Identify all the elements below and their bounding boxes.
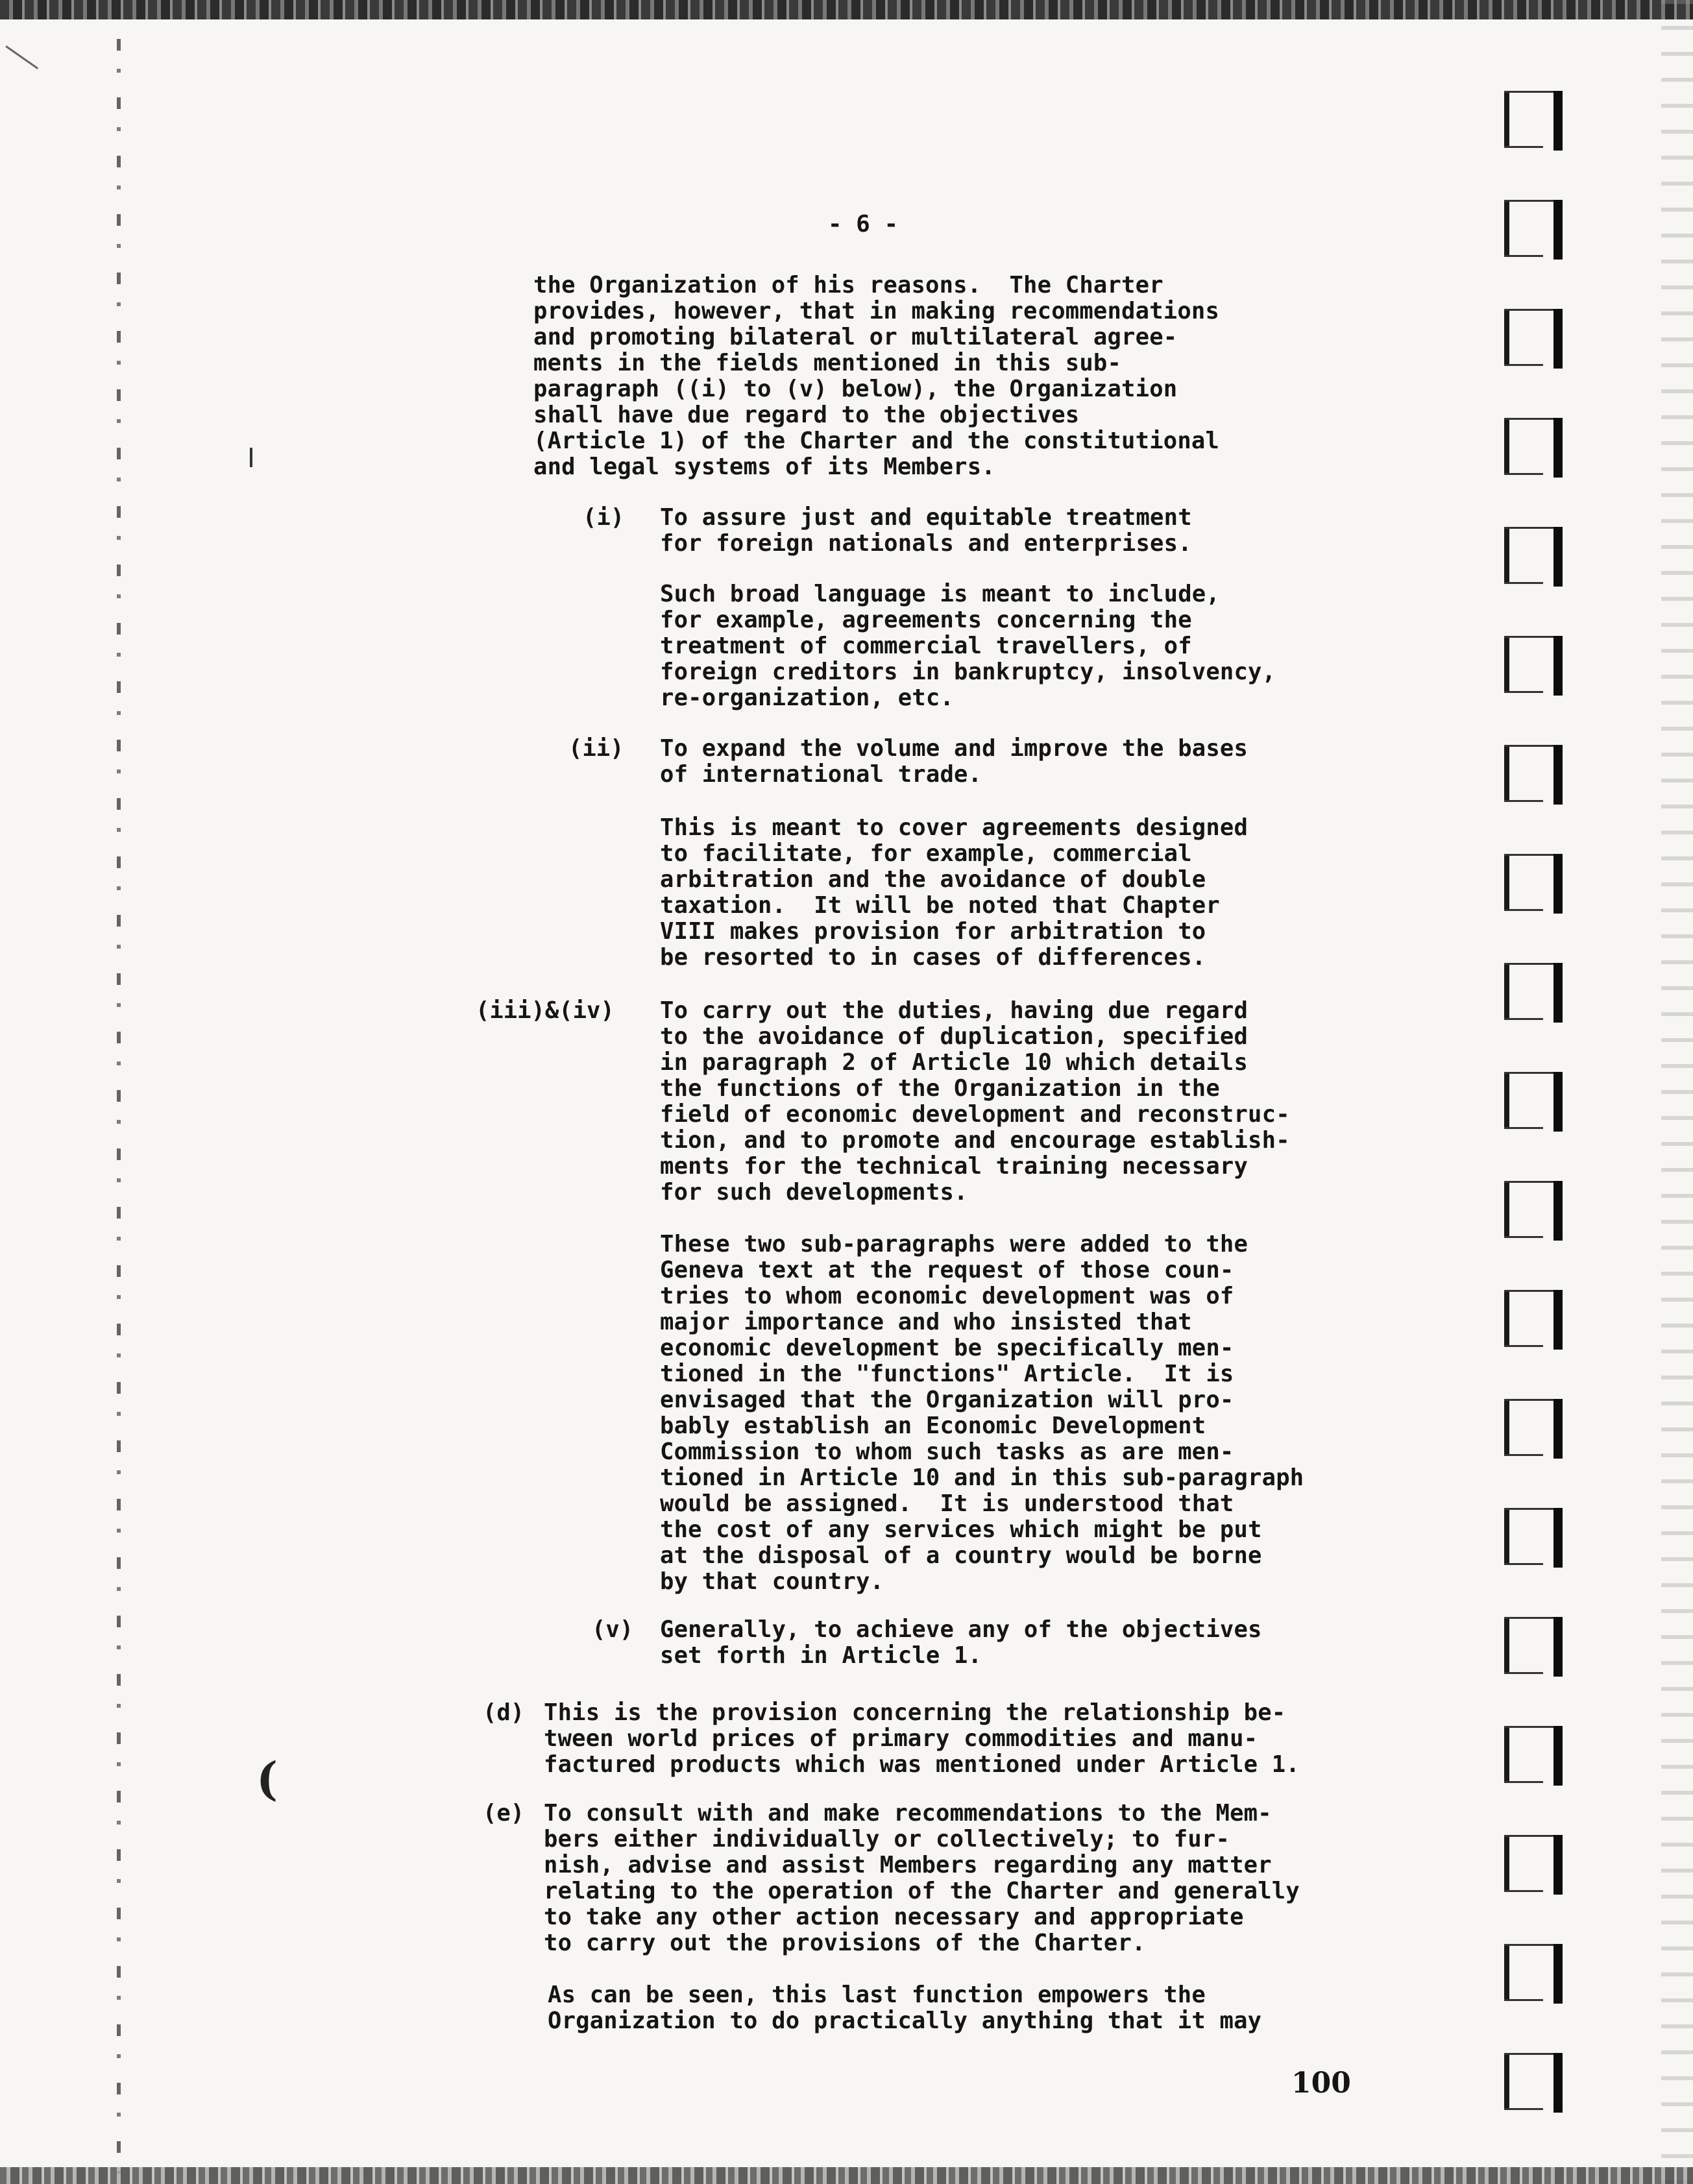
item-note-line: Geneva text at the request of those coun-	[660, 1257, 1234, 1283]
binder-ring	[1504, 1508, 1561, 1565]
binder-ring	[1504, 91, 1561, 148]
binder-ring	[1504, 309, 1561, 366]
binder-ring	[1504, 200, 1561, 257]
scan-left-punch-marks	[117, 39, 121, 2174]
binder-ring	[1504, 418, 1561, 475]
item-note-line: arbitration and the avoidance of double	[660, 866, 1206, 893]
scan-right-edge	[1661, 0, 1693, 2184]
item-note-line: by that country.	[660, 1568, 884, 1595]
item-label: (i)	[583, 504, 625, 531]
binder-ring	[1504, 527, 1561, 584]
binder-ring	[1504, 1181, 1561, 1238]
item-note-line: at the disposal of a country would be borne	[660, 1542, 1262, 1569]
para-e-line: to carry out the provisions of the Charter.	[544, 1930, 1146, 1956]
item-note-line: taxation. It will be noted that Chapter	[660, 892, 1220, 919]
item-line: Generally, to achieve any of the objectives	[660, 1616, 1262, 1643]
item-note-line: foreign creditors in bankruptcy, insolvency,	[660, 659, 1276, 685]
margin-tick-mark	[250, 448, 252, 467]
corner-fold-mark	[0, 45, 38, 133]
intro-line: shall have due regard to the objectives	[533, 402, 1080, 428]
item-note-line: tioned in Article 10 and in this sub-paragraph	[660, 1464, 1304, 1491]
item-line: of international trade.	[660, 761, 982, 788]
item-note-line: VIII makes provision for arbitration to	[660, 918, 1206, 945]
intro-line: and legal systems of its Members.	[533, 454, 995, 480]
scan-bottom-edge	[0, 2167, 1693, 2184]
para-e-line: bers either individually or collectively; to fur-	[544, 1826, 1230, 1852]
item-line: To expand the volume and improve the bases	[660, 735, 1248, 762]
para-e-line: To consult with and make recommendations to the Mem-	[544, 1800, 1272, 1826]
item-line: field of economic development and reconstruc-	[660, 1101, 1290, 1128]
item-note-line: This is meant to cover agreements designed	[660, 814, 1248, 841]
item-note-line: Such broad language is meant to include,	[660, 581, 1220, 607]
item-note-line: re-organization, etc.	[660, 685, 955, 711]
item-note-line: tioned in the "functions" Article. It is	[660, 1361, 1234, 1387]
binder-ring	[1504, 745, 1561, 802]
item-label: (iii)&(iv)	[476, 997, 615, 1024]
item-line: the functions of the Organization in the	[660, 1075, 1220, 1102]
item-label: (ii)	[568, 735, 624, 762]
binder-ring	[1504, 1617, 1561, 1674]
item-line: set forth in Article 1.	[660, 1642, 982, 1669]
binder-ring	[1504, 1726, 1561, 1783]
para-d-label: (d)	[483, 1699, 525, 1726]
item-note-line: treatment of commercial travellers, of	[660, 633, 1192, 659]
binder-ring	[1504, 1399, 1561, 1456]
item-note-line: major importance and who insisted that	[660, 1309, 1192, 1335]
binder-ring	[1504, 636, 1561, 693]
binder-ring	[1504, 1290, 1561, 1347]
para-e-line: relating to the operation of the Charter and generally	[544, 1878, 1300, 1904]
item-label: (v)	[592, 1616, 634, 1643]
item-note-line: envisaged that the Organization will pro-	[660, 1387, 1234, 1413]
binder-ring	[1504, 2053, 1561, 2110]
item-note-line: bably establish an Economic Development	[660, 1413, 1206, 1439]
item-line: for foreign nationals and enterprises.	[660, 530, 1192, 557]
item-note-line: would be assigned. It is understood that	[660, 1490, 1234, 1517]
item-note-line: economic development be specifically men-	[660, 1335, 1234, 1361]
item-note-line: Commission to whom such tasks as are men-	[660, 1438, 1234, 1465]
item-note-line: the cost of any services which might be put	[660, 1516, 1262, 1543]
closing-line: As can be seen, this last function empowers the	[548, 1982, 1206, 2008]
para-d-line: tween world prices of primary commodities and manu-	[544, 1725, 1258, 1752]
binder-ring	[1504, 1835, 1561, 1892]
para-d-line: This is the provision concerning the relationship be-	[544, 1699, 1286, 1726]
item-line: tion, and to promote and encourage establish-	[660, 1127, 1290, 1154]
item-line: to the avoidance of duplication, specified	[660, 1023, 1248, 1050]
stamp-number: 100	[1291, 2067, 1351, 2100]
intro-line: provides, however, that in making recommendations	[533, 298, 1220, 324]
closing-line: Organization to do practically anything that it may	[548, 2008, 1262, 2034]
item-note-line: tries to whom economic development was of	[660, 1283, 1234, 1309]
item-line: To assure just and equitable treatment	[660, 504, 1192, 531]
item-line: for such developments.	[660, 1179, 968, 1206]
intro-line: the Organization of his reasons. The Charter	[533, 272, 1163, 298]
para-e-line: to take any other action necessary and appropriate	[544, 1904, 1244, 1930]
intro-line: paragraph ((i) to (v) below), the Organization	[533, 376, 1178, 402]
item-line: To carry out the duties, having due regard	[660, 997, 1248, 1024]
binder-ring	[1504, 1944, 1561, 2001]
item-line: ments for the technical training necessary	[660, 1153, 1248, 1180]
intro-line: and promoting bilateral or multilateral agree-	[533, 324, 1178, 350]
scan-top-edge	[0, 0, 1693, 19]
para-e-line: nish, advise and assist Members regarding any matter	[544, 1852, 1272, 1878]
intro-line: ments in the fields mentioned in this sub-	[533, 350, 1122, 376]
binder-ring	[1504, 1072, 1561, 1129]
binder-ring	[1504, 963, 1561, 1020]
item-note-line: to facilitate, for example, commercial	[660, 840, 1192, 867]
page-number: - 6 -	[827, 211, 899, 237]
margin-paren-mark: (	[256, 1752, 278, 1806]
binder-ring	[1504, 854, 1561, 911]
intro-line: (Article 1) of the Charter and the constitutional	[533, 428, 1220, 454]
para-e-label: (e)	[483, 1800, 525, 1826]
item-note-line: for example, agreements concerning the	[660, 607, 1192, 633]
item-note-line: be resorted to in cases of differences.	[660, 944, 1206, 971]
item-line: in paragraph 2 of Article 10 which details	[660, 1049, 1248, 1076]
item-note-line: These two sub-paragraphs were added to the	[660, 1231, 1248, 1257]
para-d-line: factured products which was mentioned under Article 1.	[544, 1751, 1300, 1778]
